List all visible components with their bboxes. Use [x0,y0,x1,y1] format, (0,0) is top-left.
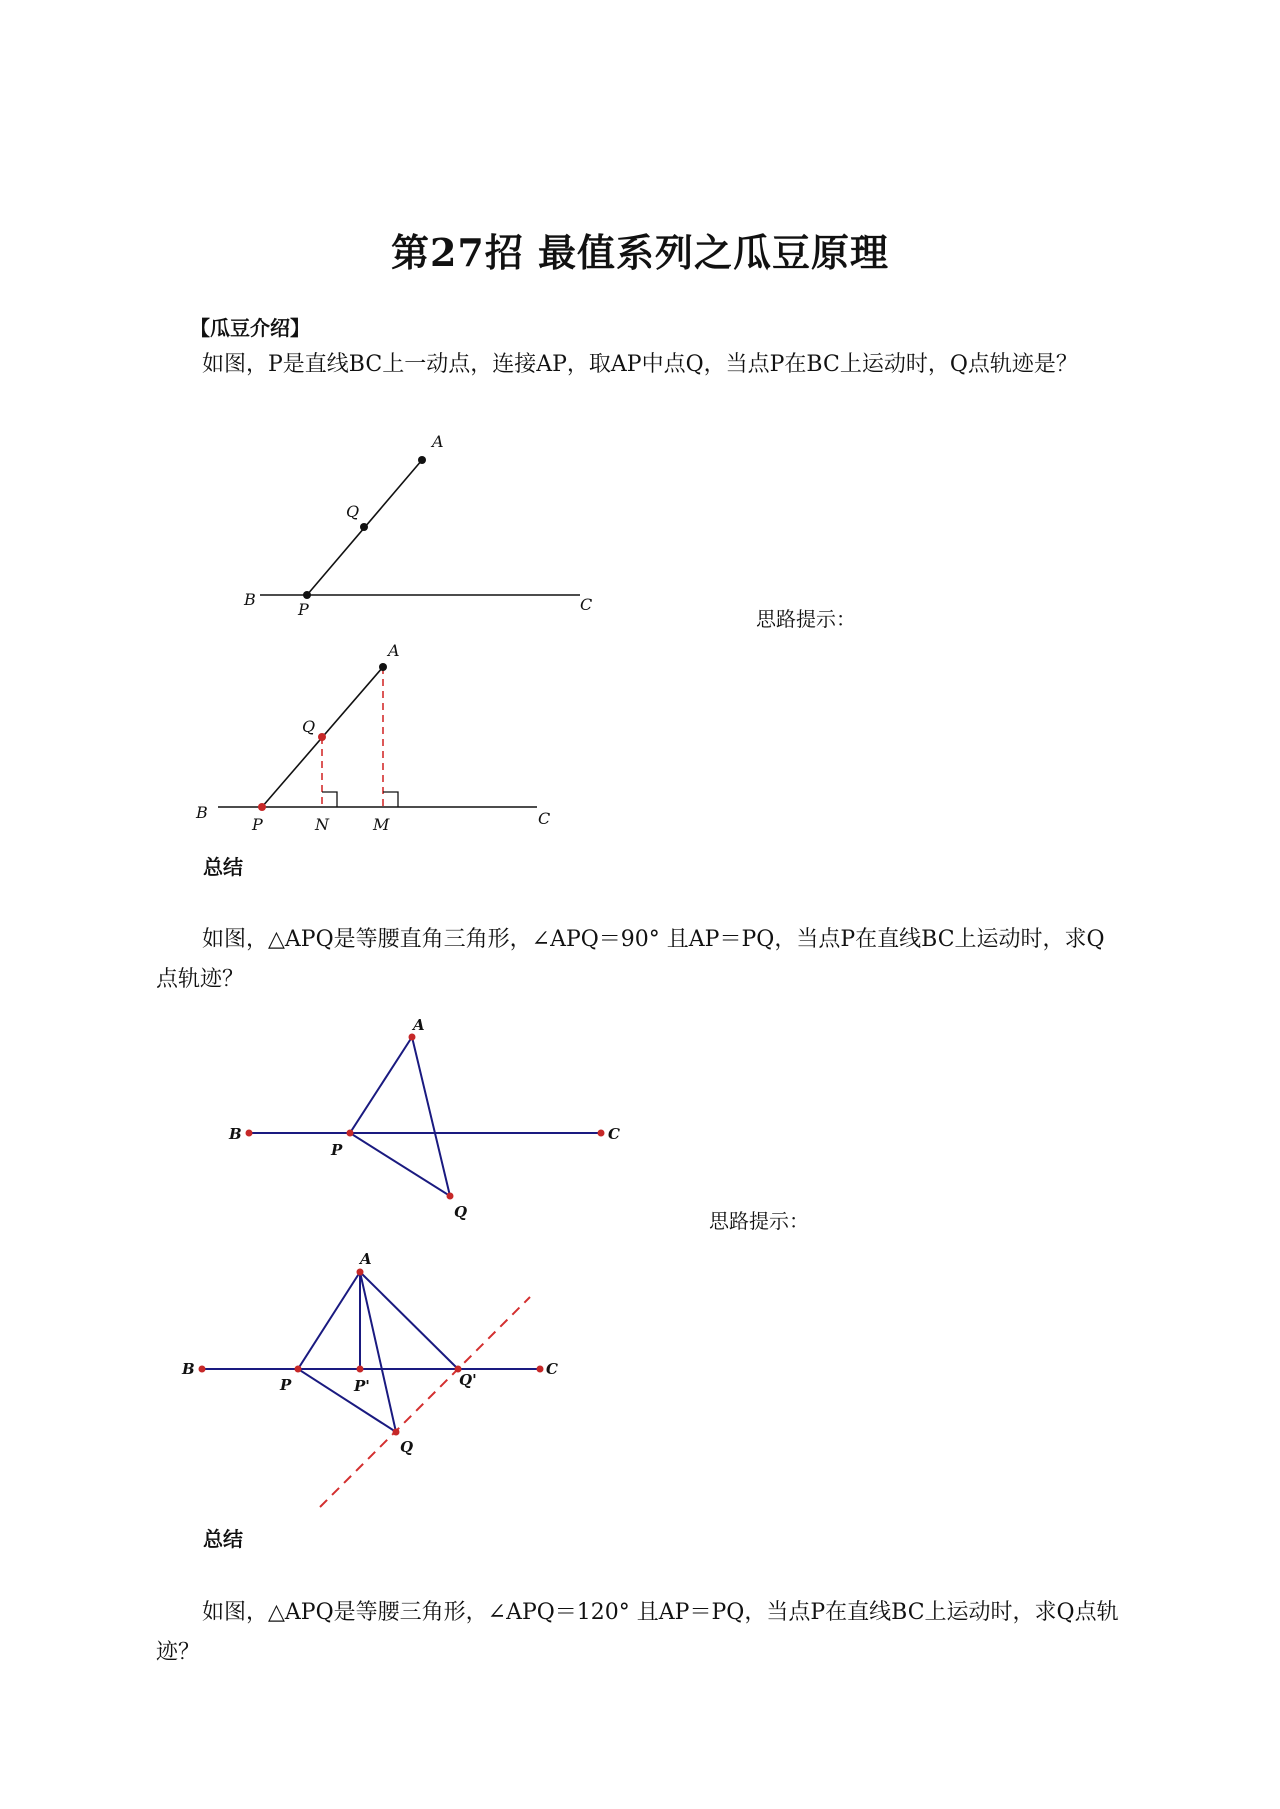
hint-2: 思路提示： [709,1209,809,1233]
figure-1a [230,425,610,625]
label-c: C [546,1360,558,1378]
section-heading: 【瓜豆介绍】 [190,316,310,340]
triangle-apq [350,1037,450,1196]
point-q [360,523,368,531]
point-a [379,663,387,671]
summary-2: 总结 [203,1527,243,1551]
label-p: P [298,600,309,619]
label-b: B [229,1125,242,1143]
label-p-prime: P' [354,1377,370,1395]
point-b [246,1130,253,1137]
point-c [537,1366,544,1373]
right-angle-n [322,792,337,807]
label-q: Q [454,1203,468,1221]
segment-aq-prime [360,1272,458,1369]
point-q [393,1429,400,1436]
problem-3-text: 如图，△APQ是等腰三角形，∠APQ＝120° 且AP＝PQ，当点P在直线BC上运动时，求Q点轨迹？ [156,1600,1119,1665]
label-b: B [196,803,208,822]
problem-2-text: 如图，△APQ是等腰直角三角形，∠APQ＝90° 且AP＝PQ，当点P在直线BC上运动时，求Q点轨迹？ [156,927,1105,992]
label-a: A [388,641,400,660]
figure-1b [190,640,570,840]
point-c [598,1130,605,1137]
label-m: M [373,815,390,834]
label-p: P [280,1376,292,1394]
problem-1-text: 如图，P是直线BC上一动点，连接AP，取AP中点Q，当点P在BC上运动时，Q点轨迹是？ [202,352,1078,377]
label-n: N [315,815,329,834]
label-c: C [538,809,551,828]
page-title: 第27招 最值系列之瓜豆原理 [390,230,890,275]
label-c: C [580,595,593,614]
label-a: A [413,1016,425,1034]
figure-2b [170,1245,590,1515]
point-p [258,803,266,811]
label-a: A [432,432,444,451]
label-b: B [244,590,256,609]
figure-2a [225,1015,645,1225]
point-b [199,1366,206,1373]
hint-1: 思路提示： [756,607,856,631]
point-a [409,1034,416,1041]
label-a: A [360,1250,372,1268]
label-q: Q [346,502,360,521]
red-dashed-locus [320,1297,530,1507]
point-p-prime [357,1366,364,1373]
point-p [303,591,311,599]
label-p: P [252,815,263,834]
triangle-apq [298,1272,396,1432]
label-q: Q [400,1438,414,1456]
label-q-prime: Q' [459,1371,477,1389]
point-p [347,1130,354,1137]
label-p: P [331,1141,343,1159]
right-angle-m [383,792,398,807]
point-a [418,456,426,464]
label-q: Q [302,717,316,736]
point-q [447,1193,454,1200]
label-b: B [182,1360,195,1378]
summary-1: 总结 [203,855,243,879]
point-a [357,1269,364,1276]
point-p [295,1366,302,1373]
point-q [318,733,326,741]
label-c: C [608,1125,620,1143]
